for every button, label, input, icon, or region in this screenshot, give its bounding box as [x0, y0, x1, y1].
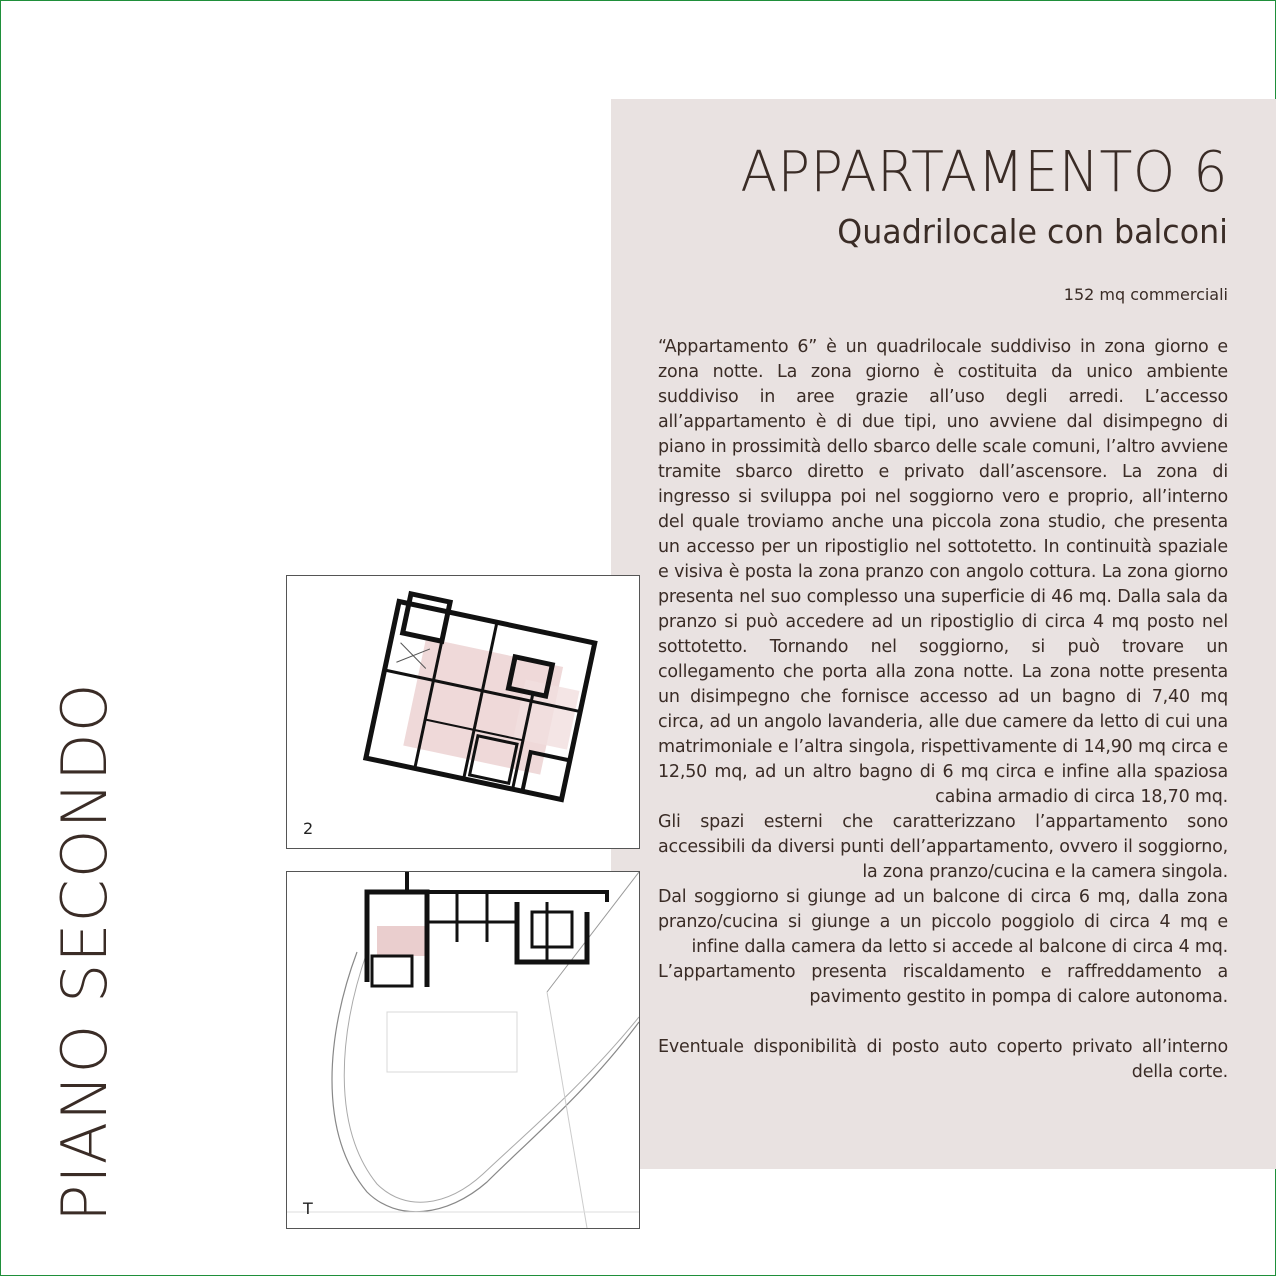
site-plan-drawing — [287, 872, 639, 1228]
floor-plan-ground — [286, 871, 640, 1229]
description-paragraph: “Appartamento 6” è un quadrilocale suddiviso in zona giorno e zona notte. La zona giorno è costituita da unico ambiente suddiviso in aree grazie all’uso degli arredi. L’accesso all’appartamento è di due tipi, uno avviene dal disimpegno di piano in prossimità dello sbarco delle scale comuni, l’altro avviene tramite sbarco diretto e privato dall’ascensore. La zona di ingresso si sviluppa poi nel soggiorno vero e proprio, all’interno del quale troviamo anche una piccola zona studio, che presenta un accesso per un ripostiglio nel sottotetto. In continuità spaziale e visiva è posta la zona pranzo con angolo cottura. La zona giorno presenta nel suo complesso una superficie di 46 mq. Dalla sala da pranzo si può accedere ad un ripostiglio di circa 4 mq posto nel sottotetto. Tornando nel soggiorno, si può trovare un collegamento che porta alla zona notte. La zona notte presenta un disimpegno che fornisce accesso ad un bagno di 7,40 mq circa, ad un angolo lavanderia, alle due camere da letto di cui una matrimoniale e l’altra singola, rispettivamente di 14,90 mq circa e 12,50 mq, ad un altro bagno di 6 mq circa e infine alla spaziosa cabina armadio di circa 18,70 mq. — [658, 337, 1228, 807]
commercial-area: 152 mq commerciali — [1063, 285, 1228, 304]
description-block — [658, 335, 1228, 1085]
floor-plan-second — [286, 575, 640, 849]
description-paragraph: Dal soggiorno si giunge ad un balcone di circa 6 mq, dalla zona pranzo/cucina si giunge a un piccolo poggiolo di circa 4 mq e infine dalla camera da letto si accede al balcone di circa 4 mq. — [658, 887, 1228, 957]
floor-plan-drawing — [287, 576, 639, 848]
description-paragraph: Gli spazi esterni che caratterizzano l’appartamento sono accessibili da diversi punti dell’appartamento, ovvero il soggiorno, la zona pranzo/cucina e la camera singola. — [658, 812, 1228, 882]
floor-number-label: 2 — [303, 819, 314, 838]
parking-note: Eventuale disponibilità di posto auto coperto privato all’interno della corte. — [658, 1037, 1228, 1082]
page-title: APPARTAMENTO 6 — [740, 140, 1228, 205]
floor-side-label: PIANO SECONDO — [48, 682, 121, 1222]
page-subtitle: Quadrilocale con balconi — [837, 212, 1228, 251]
ground-floor-label: T — [303, 1199, 313, 1218]
description-paragraph: L’appartamento presenta riscaldamento e raffreddamento a pavimento gestito in pompa di calore autonoma. — [658, 962, 1228, 1007]
